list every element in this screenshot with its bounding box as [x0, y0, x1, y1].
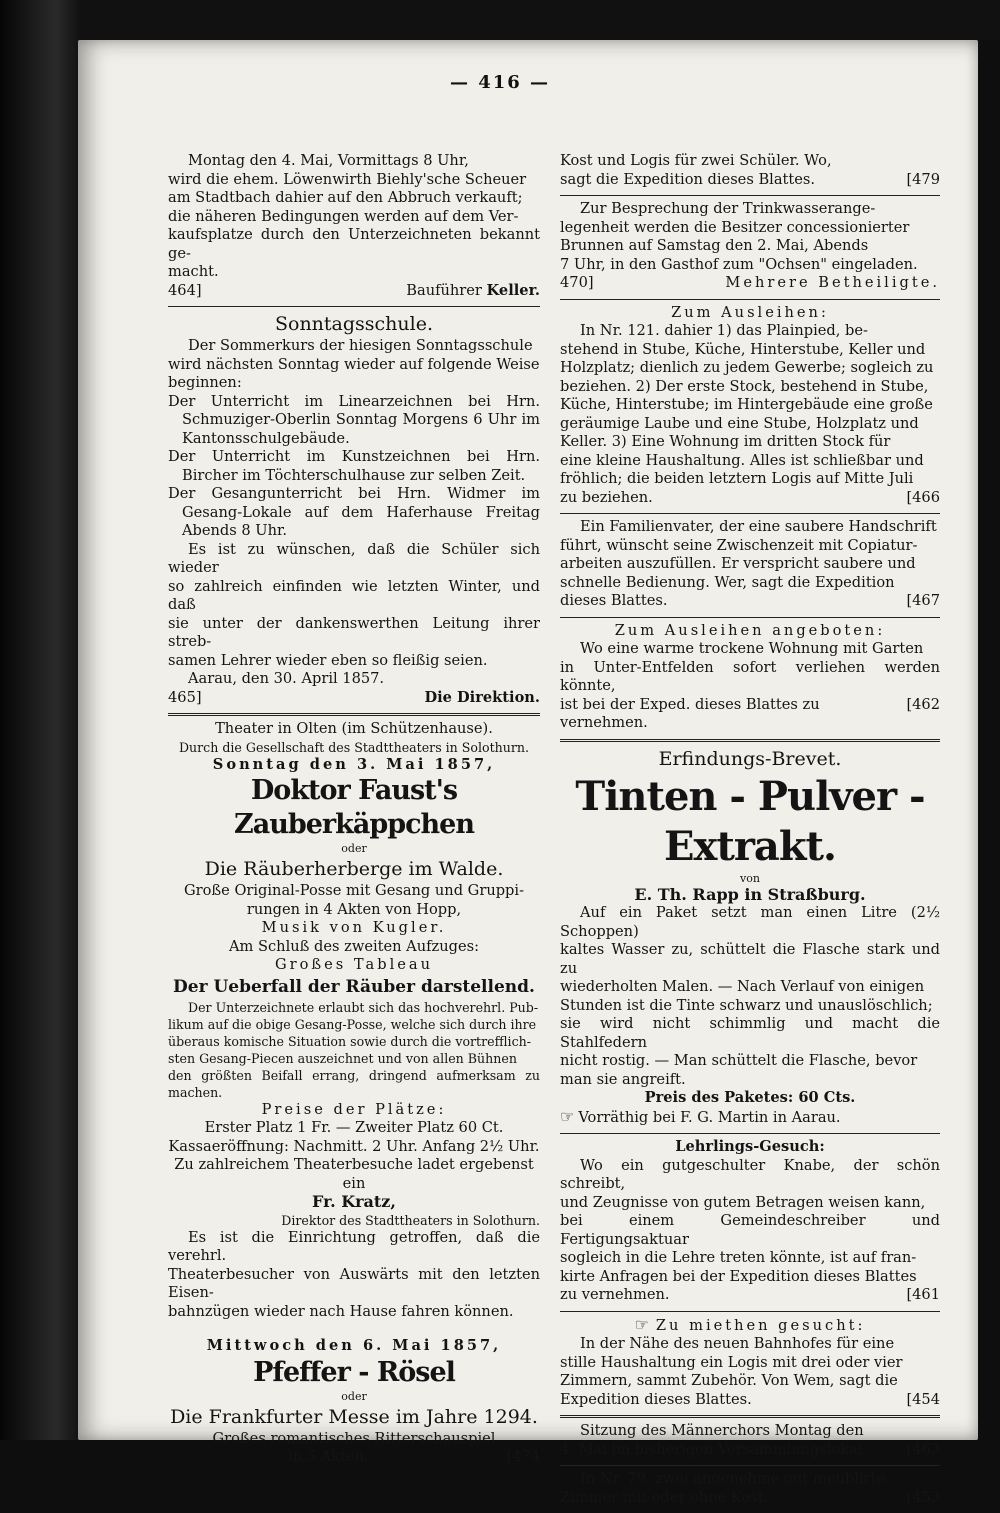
ad-454-line: Zimmern, sammt Zubehör. Von Wem, sagt die: [560, 1372, 898, 1389]
brevet-line: sie wird nicht schimmlig und macht die Stahlfedern: [560, 1015, 940, 1051]
train-note: Es ist die Einrichtung getroffen, daß die verehrl.: [168, 1228, 540, 1264]
oder-label: oder: [341, 842, 367, 855]
stock-line: [560, 1108, 940, 1128]
play-title: Doktor Faust's Zauberkäppchen: [234, 775, 474, 840]
ad-466-line: Holzplatz; dienlich zu jedem Gewerbe; sogleich zu: [560, 359, 934, 376]
ad-467-line: führt, wünscht seine Zwischenzeit mit Copiatur-: [560, 536, 918, 554]
ad-479-line: Kost und Logis für zwei Schüler. Wo,: [560, 152, 832, 169]
brevet-line: Auf ein Paket setzt man einen Litre (2½ Schoppen): [560, 904, 940, 940]
play-desc: in 5 Akten.: [288, 1448, 369, 1465]
ad-479: [560, 152, 940, 189]
ad-number: [454: [906, 1390, 940, 1408]
ad-470-line: legenheit werden die Besitzer concessionierter: [560, 218, 910, 236]
ad-461: [560, 1138, 940, 1305]
ad-number: [461: [906, 1286, 940, 1303]
signer-name: Die Direktion.: [424, 688, 540, 706]
play-subtitle: Die Räuberherberge im Walde.: [204, 858, 504, 880]
ad-461-line: bei einem Gemeindeschreiber und Fertigungsaktuar: [560, 1212, 940, 1248]
scan-top-border: [0, 0, 1000, 40]
ad-470-line: Brunnen auf Samstag den 2. Mai, Abends: [560, 237, 869, 254]
ad-462-line: in Unter-Entfelden sofort verliehen werden könnte,: [560, 658, 940, 694]
ad-454-footer: [560, 1391, 940, 1410]
von-label: von: [740, 871, 760, 885]
ad-number: [462: [906, 695, 940, 713]
ad-463: [560, 1422, 940, 1459]
ad-479-footer: [560, 171, 940, 190]
ad-466-line: In Nr. 121. dahier 1) das Plainpied, be-: [580, 322, 868, 339]
right-column: [560, 152, 940, 1513]
closing-note: Am Schluß des zweiten Aufzuges:: [229, 937, 479, 955]
ad-454-line: Expedition dieses Blattes.: [560, 1390, 752, 1408]
ad-brevet: [560, 746, 940, 1128]
ad-470-line: 7 Uhr, in den Gasthof zum "Ochsen" eingeladen.: [560, 255, 918, 273]
play-title: Pfeffer - Rösel: [253, 1356, 455, 1388]
ad-461-line: und Zeugnisse von gutem Betragen weisen kann,: [560, 1193, 926, 1211]
divider: [560, 195, 940, 196]
ad-466-line: geräumige Laube und eine Stube, Holzplatz und: [560, 414, 919, 432]
tableau-title: Der Ueberfall der Räuber darstellend.: [173, 976, 535, 997]
ad-number: 465]: [168, 688, 202, 706]
ad-453-footer: [560, 1489, 940, 1508]
ad-464-footer: [168, 282, 540, 301]
music-credit: Musik von Kugler.: [261, 919, 447, 936]
ad-464: [168, 152, 540, 300]
ad-467: [560, 518, 940, 611]
ad-462-line: ist bei der Exped. dieses Blattes zu vernehmen.: [560, 695, 820, 731]
ad-464-line: die näheren Bedingungen werden auf dem Ver-: [168, 207, 519, 225]
ad-462: [560, 622, 940, 733]
signer-role: Bauführer: [406, 281, 482, 299]
prices: Erster Platz 1 Fr. — Zweiter Platz 60 Ct.: [204, 1119, 504, 1136]
ad-464-line: wird die ehem. Löwenwirth Biehly'sche Scheuer: [168, 170, 527, 188]
ad-465-footer: [168, 689, 540, 708]
ad-465-line: Der Sommerkurs der hiesigen Sonntagsschule: [188, 337, 533, 354]
divider: [560, 1465, 940, 1466]
theater-sub: Durch die Gesellschaft des Stadttheaters in Solothurn.: [178, 739, 530, 755]
play-desc: Große Original-Posse mit Gesang und Gruppi-: [184, 882, 524, 899]
oder-label: oder: [341, 1389, 367, 1403]
invite-line: Der Unterzeichnete erlaubt sich das hochverehrl. Pub-: [188, 999, 539, 1015]
ad-470-footer: [560, 274, 940, 293]
train-note: bahnzügen wieder nach Hause fahren können.: [168, 1302, 514, 1320]
divider: [560, 739, 940, 742]
ad-title: Erfindungs-Brevet.: [658, 747, 842, 770]
ad-461-line: kirte Anfragen bei der Expedition dieses Blattes: [560, 1267, 917, 1285]
train-note: Theaterbesucher von Auswärts mit den letzten Eisen-: [168, 1265, 540, 1301]
signer-name: Keller.: [486, 281, 540, 299]
pointing-hand-icon: ☞: [634, 1314, 652, 1334]
invite-block: [168, 999, 540, 1101]
ad-464-line: macht.: [168, 263, 219, 280]
brevet-line: Stunden ist die Tinte schwarz und unauslöschlich;: [560, 996, 933, 1014]
ad-466-line: fröhlich; die beiden letztern Logis auf Mitte Juli: [560, 470, 914, 487]
ad-467-line: schnelle Bedienung. Wer, sagt die Expedition: [560, 573, 895, 591]
divider: [560, 299, 940, 300]
ad-number: 464]: [168, 281, 202, 299]
ad-464-signer: [406, 282, 540, 301]
ad-461-footer: [560, 1286, 940, 1305]
ad-470: [560, 200, 940, 293]
ad-465-line: samen Lehrer wieder eben so fleißig seien.: [168, 651, 488, 669]
divider: [560, 513, 940, 514]
ad-number: 470]: [560, 274, 594, 291]
ad-466-footer: [560, 489, 940, 508]
ad-454-line: stille Haushaltung ein Logis mit drei oder vier: [560, 1353, 903, 1371]
ad-474-theater: [168, 720, 540, 1467]
ad-463-footer: [560, 1441, 940, 1460]
ad-465-line: beginnen:: [168, 374, 242, 391]
ad-454-line: In der Nähe des neuen Bahnhofes für eine: [580, 1335, 895, 1352]
brevet-line: nicht rostig. — Man schüttelt die Flasche, bevor: [560, 1052, 918, 1069]
tableau-label: Großes Tableau: [275, 956, 433, 973]
ad-number: [463: [906, 1440, 940, 1458]
performance-date: Sonntag den 3. Mai 1857,: [212, 755, 496, 773]
ad-number: [453: [906, 1488, 940, 1506]
ad-465: [168, 311, 540, 707]
ad-461-line: zu vernehmen.: [560, 1286, 670, 1303]
divider: [560, 617, 940, 618]
ad-466: [560, 304, 940, 508]
divider: [560, 1133, 940, 1134]
schedule-item: Der Unterricht im Kunstzeichnen bei Hrn. Bircher im Töchterschulhause zur selben Zeit.: [168, 448, 540, 484]
ad-467-line: arbeiten auszufüllen. Er verspricht saubere und: [560, 555, 916, 572]
prices-title: Preise der Plätze:: [261, 1100, 447, 1118]
invite-line: überaus komische Situation sowie durch die vortrefflich-: [168, 1033, 532, 1049]
ad-462-footer: [560, 696, 940, 733]
divider: [560, 1415, 940, 1418]
invite-line: sten Gesang-Piecen auszeichnet und von allen Bühnen: [168, 1050, 517, 1066]
ad-title: Sonntagsschule.: [274, 313, 434, 335]
schedule-item: Der Gesangunterricht bei Hrn. Widmer im Gesang-Lokale auf dem Haferhause Freitag Abends 8 Uhr.: [168, 485, 540, 539]
ad-466-line: beziehen. 2) Der erste Stock, bestehend in Stube,: [560, 377, 929, 395]
stockist: Vorräthig bei F. G. Martin in Aarau.: [578, 1108, 841, 1126]
ad-479-line: sagt die Expedition dieses Blattes.: [560, 170, 816, 188]
brevet-line: man sie angreift.: [560, 1070, 686, 1088]
ad-number: [479: [906, 170, 940, 188]
price: Preis des Paketes: 60 Cts.: [644, 1089, 856, 1106]
ad-462-line: Wo eine warme trockene Wohnung mit Garten: [580, 640, 924, 657]
ad-461-line: sogleich in die Lehre treten könnte, ist auf fran-: [560, 1249, 917, 1266]
ad-464-line: Montag den 4. Mai, Vormittags 8 Uhr,: [188, 152, 469, 169]
product-name: Tinten - Pulver - Extrakt.: [575, 772, 925, 870]
divider: [168, 306, 540, 307]
ad-number: [474: [506, 1448, 540, 1465]
director-title: Direktor des Stadttheaters in Solothurn.: [281, 1212, 540, 1228]
book-spine: [0, 0, 80, 1480]
ad-number: [466: [906, 488, 940, 506]
ad-title: Zu miethen gesucht:: [655, 1316, 866, 1334]
ad-470-line: Zur Besprechung der Trinkwasserange-: [580, 200, 876, 217]
ad-466-line: Keller. 3) Eine Wohnung im dritten Stock für: [560, 433, 891, 450]
ad-title: Lehrlings-Gesuch:: [675, 1138, 825, 1155]
play-desc: rungen in 4 Akten von Hopp,: [246, 900, 462, 918]
ad-465-line: Es ist zu wünschen, daß die Schüler sich wieder: [168, 540, 540, 576]
box-office: Kassaeröffnung: Nachmitt. 2 Uhr. Anfang 2½ Uhr.: [168, 1137, 540, 1155]
invite-line: den größten Beifall errang, dringend aufmerksam zu machen.: [168, 1067, 540, 1100]
maker-name: E. Th. Rapp in Straßburg.: [634, 884, 866, 904]
ad-465-line: wird nächsten Sonntag wieder auf folgende Weise: [168, 355, 540, 373]
divider: [168, 713, 540, 716]
ad-466-line: stehend in Stube, Küche, Hinterstube, Keller und: [560, 340, 926, 358]
place-date: Aarau, den 30. April 1857.: [188, 670, 385, 687]
ad-465-line: so zahlreich einfinden wie letzten Winter, und daß: [168, 577, 540, 613]
ad-467-footer: [560, 592, 940, 611]
ad-464-line: kaufsplatze durch den Unterzeichneten bekannt ge-: [168, 226, 540, 262]
play-subtitle: Die Frankfurter Messe im Jahre 1294.: [170, 1405, 538, 1428]
director-name: Fr. Kratz,: [312, 1192, 396, 1211]
ad-453: [560, 1470, 940, 1507]
ad-463-line: 4. Mai im bisherigen Versammlungslokal.: [560, 1440, 868, 1458]
ad-463-line: Sitzung des Männerchors Montag den: [580, 1422, 864, 1439]
schedule-item: Der Unterricht im Linearzeichnen bei Hrn. Schmuziger-Oberlin Sonntag Morgens 6 Uhr im Kantonsschulgebäude.: [168, 392, 540, 447]
ad-464-line: am Stadtbach dahier auf den Abbruch verkauft;: [168, 189, 523, 206]
invite-line: likum auf die obige Gesang-Posse, welche sich durch ihre: [168, 1016, 537, 1032]
invitation: Zu zahlreichem Theaterbesuche ladet ergebenst ein: [174, 1156, 534, 1192]
play-desc: Großes romantisches Ritterschauspiel: [212, 1429, 496, 1447]
ad-title: Zum Ausleihen:: [671, 303, 829, 321]
ad-number: [467: [906, 592, 940, 609]
brevet-line: wiederholten Malen. — Nach Verlauf von einigen: [560, 978, 925, 995]
ad-453-line: Zimmer mit oder ohne Kost.: [560, 1488, 769, 1506]
ad-467-line: dieses Blattes.: [560, 592, 668, 609]
ad-453-line: In Nr. 79. zwei angenehme gut meublirte: [580, 1470, 886, 1487]
ad-466-line: zu beziehen.: [560, 488, 653, 506]
ad-474-footer: [168, 1448, 540, 1467]
ad-467-line: Ein Familienvater, der eine saubere Handschrift: [580, 518, 937, 535]
ad-461-line: Wo ein gutgeschulter Knabe, der schön schreibt,: [560, 1156, 940, 1192]
pointing-hand-icon: ☞: [560, 1106, 575, 1126]
left-column: [168, 152, 540, 1473]
performance-date: Mittwoch den 6. Mai 1857,: [206, 1337, 502, 1354]
ad-466-line: Küche, Hinterstube; im Hintergebäude eine große: [560, 396, 933, 413]
divider: [560, 1311, 940, 1312]
ad-466-line: eine kleine Haushaltung. Alles ist schließbar und: [560, 451, 924, 469]
brevet-line: kaltes Wasser zu, schüttelt die Flasche stark und zu: [560, 941, 940, 977]
ad-454: [560, 1316, 940, 1410]
theater-header: Theater in Olten (im Schützenhause).: [215, 720, 493, 737]
ad-title: Zum Ausleihen angeboten:: [614, 621, 886, 639]
ad-465-line: sie unter der dankenswerthen Leitung ihrer streb-: [168, 614, 540, 650]
ad-title-row: [560, 1316, 940, 1336]
page-number: — 416 —: [449, 72, 551, 93]
signer-name: Mehrere Betheiligte.: [725, 274, 940, 291]
